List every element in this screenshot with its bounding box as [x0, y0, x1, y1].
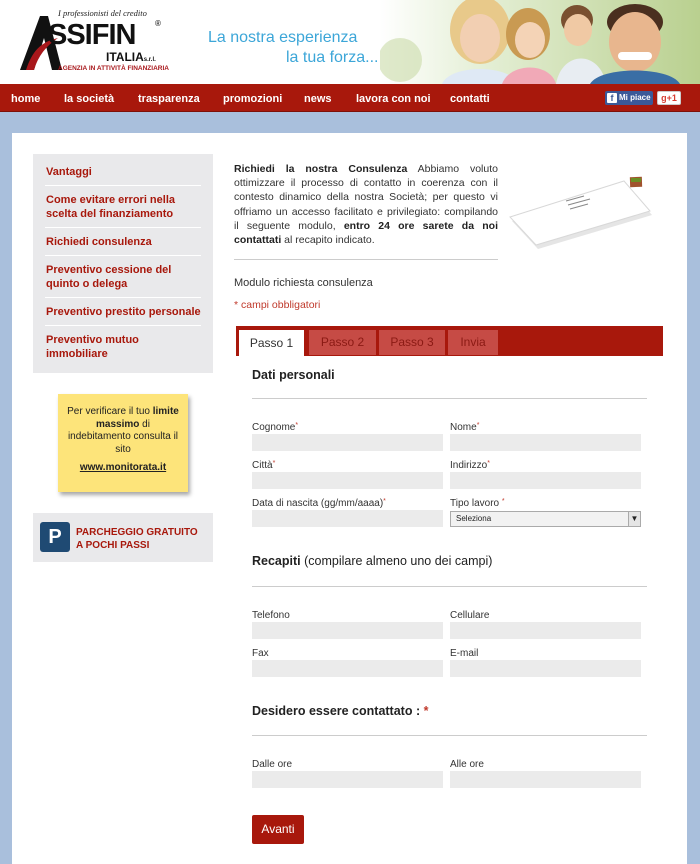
data-nascita-input[interactable]	[252, 510, 443, 527]
sidebar-item-mutuo[interactable]: Preventivo mutuo immobiliare	[46, 334, 139, 360]
logo-tagline: I professionisti del credito	[58, 8, 147, 18]
label-cellulare: Cellulare	[450, 610, 490, 621]
cognome-input[interactable]	[252, 434, 443, 451]
sidebar-item-consulenza[interactable]: Richiedi consulenza	[45, 228, 201, 256]
nav-news[interactable]: news	[304, 93, 332, 105]
alle-ore-input[interactable]	[450, 771, 641, 788]
email-input[interactable]	[450, 660, 641, 677]
nome-input[interactable]	[450, 434, 641, 451]
nav-la-societa[interactable]: la società	[64, 93, 115, 105]
facebook-icon: f	[607, 93, 617, 103]
facebook-like-button[interactable]: f Mi piace	[605, 91, 653, 105]
fax-input[interactable]	[252, 660, 443, 677]
parking-banner[interactable]	[33, 513, 213, 562]
assifin-logo[interactable]	[18, 8, 168, 76]
nav-home[interactable]: home	[11, 93, 41, 105]
label-email: E-mail	[450, 648, 479, 659]
label-cognome: Cognome*	[252, 422, 299, 433]
nav-contatti[interactable]: contatti	[450, 93, 490, 105]
intro-separator	[234, 259, 498, 260]
tipo-lavoro-select[interactable]: Seleziona ▼	[450, 511, 641, 527]
label-tipo-lavoro: Tipo lavoro *	[450, 498, 505, 509]
section-divider	[252, 735, 647, 736]
form-steps-tabs	[236, 326, 663, 356]
nav-promozioni[interactable]: promozioni	[223, 93, 283, 105]
dalle-ore-input[interactable]	[252, 771, 443, 788]
parking-text: PARCHEGGIO GRATUITO A POCHI PASSI	[76, 527, 198, 551]
citta-input[interactable]	[252, 472, 443, 489]
label-dalle-ore: Dalle ore	[252, 759, 293, 770]
parking-icon: P	[40, 522, 70, 552]
cellulare-input[interactable]	[450, 622, 641, 639]
required-fields-note: * campi obbligatori	[234, 299, 321, 311]
avanti-button[interactable]: Avanti	[252, 815, 304, 844]
tab-passo-1[interactable]: Passo 1	[238, 329, 305, 356]
site-header	[0, 0, 700, 84]
indirizzo-input[interactable]	[450, 472, 641, 489]
section-contattato: Desidero essere contattato : *	[252, 704, 429, 718]
label-fax: Fax	[252, 648, 269, 659]
envelope-image	[506, 163, 658, 251]
label-indirizzo: Indirizzo*	[450, 460, 490, 471]
section-dati-personali: Dati personali	[252, 368, 335, 382]
intro-text: Richiedi la nostra Consulenza Abbiamo voluto ottimizzare il processo di contatto in coerenza con il contesto dinamico della nostra Società; per questo vi offriamo un accesso facilitato e privilegiato: compilando il seguente modulo, entro 24 ore sarete da noi contattati al recapito indicato.	[234, 163, 498, 247]
chevron-down-icon: ▼	[628, 512, 640, 526]
form-title: Modulo richiesta consulenza	[234, 277, 373, 289]
telefono-input[interactable]	[252, 622, 443, 639]
nav-trasparenza[interactable]: trasparenza	[138, 93, 200, 105]
google-plus-button[interactable]: g+1	[657, 91, 681, 105]
tab-passo-2[interactable]: Passo 2	[309, 330, 376, 355]
header-slogan: La nostra esperienza la tua forza...	[208, 29, 379, 66]
sidebar-item-cessione-quinto[interactable]: Preventivo cessione del quinto o delega	[45, 256, 201, 298]
main-nav	[0, 84, 700, 112]
monitorata-link[interactable]: www.monitorata.it	[79, 462, 167, 473]
section-divider	[252, 586, 647, 587]
label-telefono: Telefono	[252, 610, 290, 621]
logo-subtitle: AGENZIA IN ATTIVITÀ FINANZIARIA	[58, 65, 169, 72]
label-citta: Città*	[252, 460, 276, 471]
main-panel	[12, 133, 687, 864]
sidebar-item-vantaggi[interactable]: Vantaggi	[45, 158, 201, 186]
label-nome: Nome*	[450, 422, 480, 433]
monitorata-sticky-note: Per verificare il tuo limite massimo di indebitamento consulta il sito www.monitorata.it	[58, 394, 188, 492]
sidebar-menu	[33, 154, 213, 373]
tab-invia[interactable]: Invia	[448, 330, 498, 355]
tab-passo-3[interactable]: Passo 3	[379, 330, 445, 355]
label-alle-ore: Alle ore	[450, 759, 484, 770]
nav-lavora-con-noi[interactable]: lavora con noi	[356, 93, 431, 105]
logo-registered: ®	[155, 19, 161, 28]
section-divider	[252, 398, 647, 399]
sidebar-item-prestito[interactable]: Preventivo prestito personale	[45, 298, 201, 326]
label-data-nascita: Data di nascita (gg/mm/aaaa)*	[252, 498, 386, 509]
section-recapiti: Recapiti (compilare almeno uno dei campi)	[252, 554, 493, 568]
sidebar-item-errori[interactable]: Come evitare errori nella scelta del finanziamento	[45, 186, 201, 228]
family-photo	[380, 0, 700, 84]
logo-brand: SSIFIN	[48, 19, 136, 51]
logo-italia: ITALIAs.r.l.	[106, 50, 156, 64]
